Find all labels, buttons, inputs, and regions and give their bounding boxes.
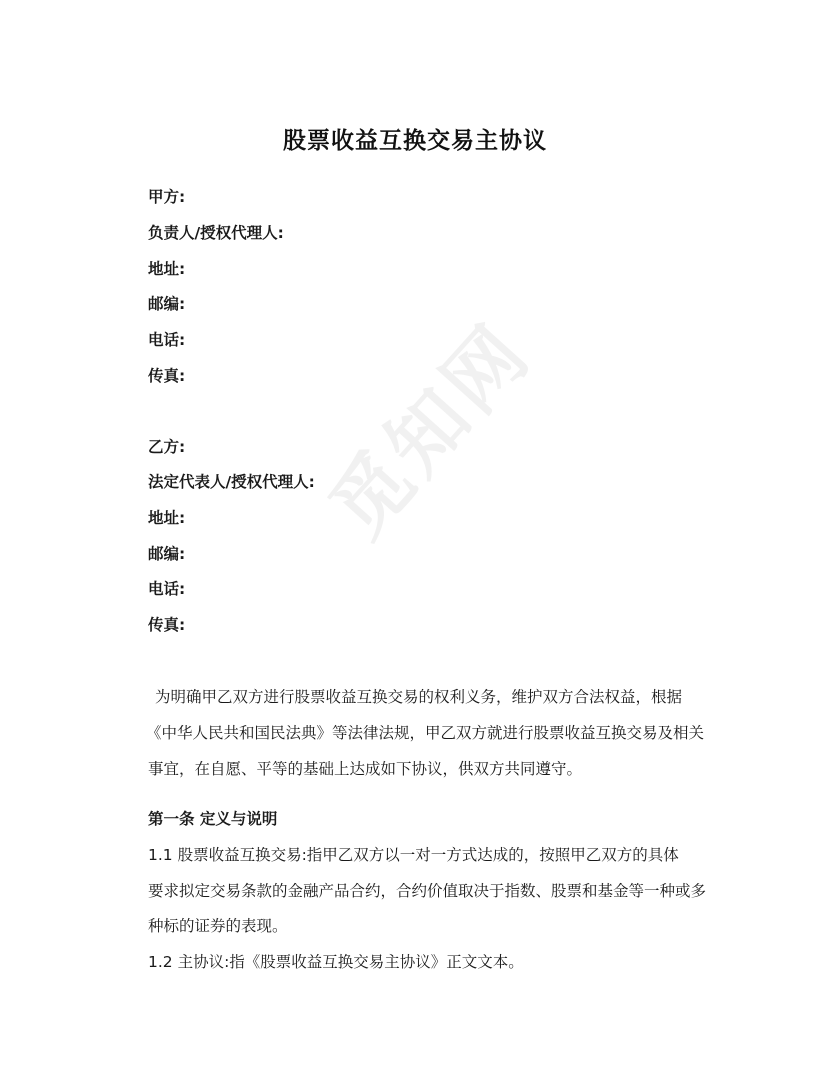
clause-1-1-line-3: 种标的证券的表现。 — [148, 917, 288, 935]
preamble-line-3: 事宜，在自愿、平等的基础上达成如下协议，供双方共同遵守。 — [148, 760, 583, 778]
clause-1-1-line-2: 要求拟定交易条款的金融产品合约，合约价值取决于指数、股票和基金等一种或多 — [148, 882, 707, 900]
party-b-phone-label: 电话: — [148, 580, 186, 598]
clause-1-1-line-1: 1.1 股票收益互换交易:指甲乙双方以一对一方式达成的，按照甲乙双方的具体 — [148, 846, 679, 864]
party-a-label: 甲方: — [148, 188, 186, 206]
party-a-postcode-label: 邮编: — [148, 295, 186, 313]
preamble-line-2: 《中华人民共和国民法典》等法律法规，甲乙双方就进行股票收益互换交易及相关 — [146, 724, 705, 742]
party-b-representative-label: 法定代表人/授权代理人: — [148, 473, 315, 491]
party-b-address-label: 地址: — [148, 509, 186, 527]
party-b-postcode-label: 邮编: — [148, 545, 186, 563]
party-a-phone-label: 电话: — [148, 331, 186, 349]
party-a-representative-label: 负责人/授权代理人: — [148, 224, 284, 242]
document-title: 股票收益互换交易主协议 — [283, 128, 547, 154]
article-1-heading: 第一条 定义与说明 — [148, 810, 278, 828]
watermark: 觅知网 — [313, 306, 549, 555]
party-b-fax-label: 传真: — [148, 616, 186, 634]
clause-1-2: 1.2 主协议:指《股票收益互换交易主协议》正文文本。 — [148, 953, 524, 971]
party-a-fax-label: 传真: — [148, 367, 186, 385]
party-a-address-label: 地址: — [148, 260, 186, 278]
preamble-line-1: 为明确甲乙双方进行股票收益互换交易的权利义务，维护双方合法权益，根据 — [155, 688, 683, 706]
party-b-label: 乙方: — [148, 438, 186, 456]
